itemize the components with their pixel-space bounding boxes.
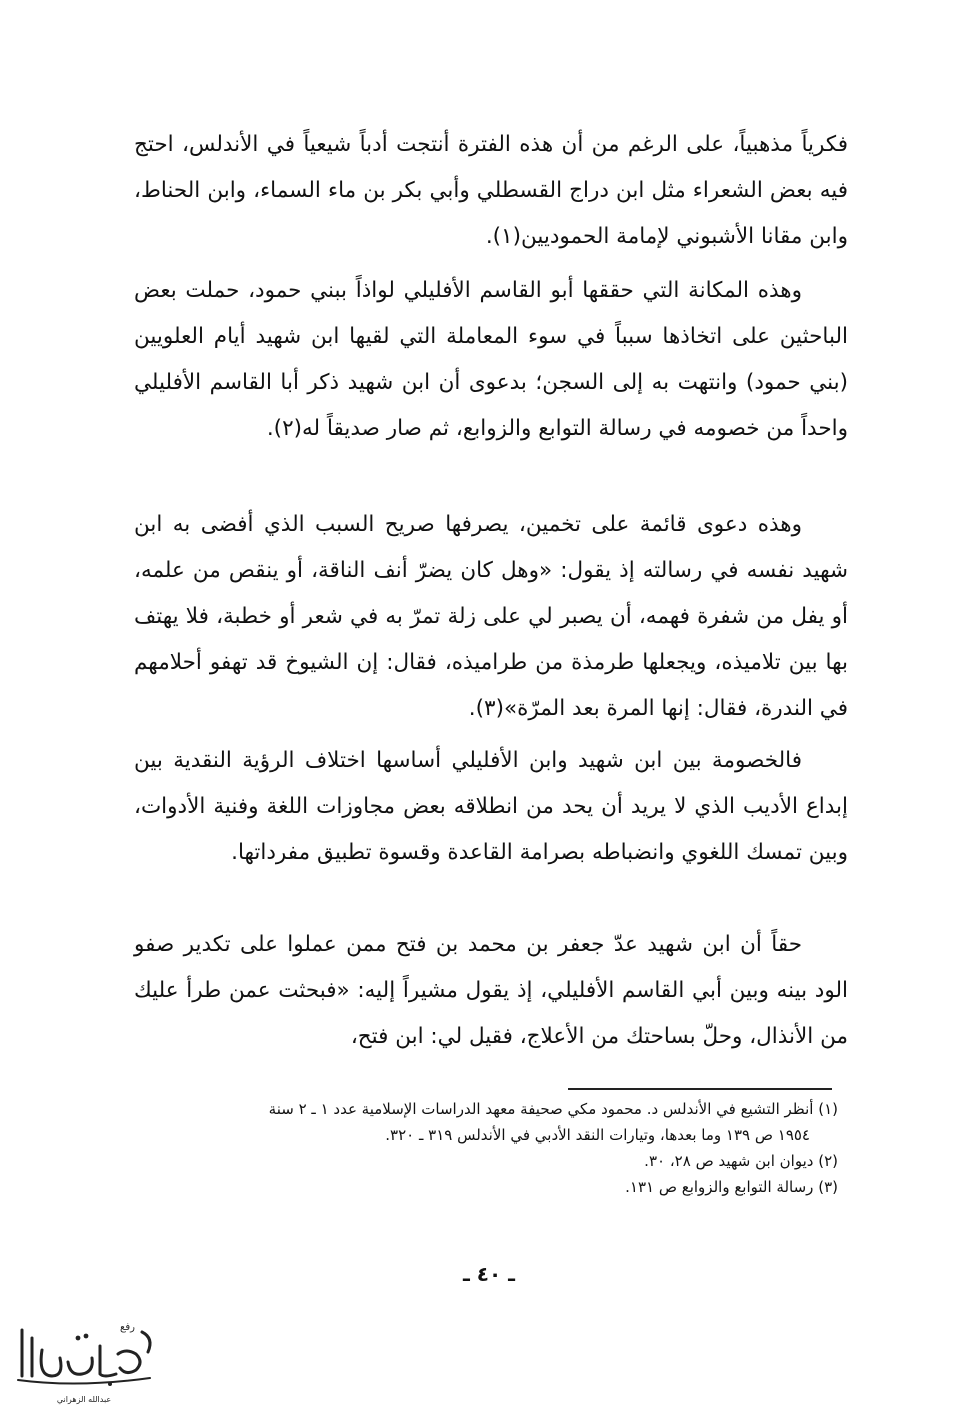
calligraphy-logo-icon [8, 1318, 160, 1408]
body-paragraph-5 [134, 922, 848, 1060]
paragraph-text: وهذه دعوى قائمة على تخمين، يصرفها صريح السبب الذي أفضى به ابن شهيد نفسه في رسالته إذ يقول: «وهل كان يضرّ أنف الناقة، أو ينقص من علمه، أو يفل من شفرة فهمه، أن يصبر لي على زلة تمرّ به في شعر أو خطبة، فلا يهتف بها بين تلاميذه، ويجعلها طرمذة من طراميذه، فقال: إن الشيوخ قد تهفو أحلامهم في الندرة، فقال: إنها المرة بعد المرّة»(٣). [134, 512, 848, 721]
footnote-text-continued: ١٩٥٤ ص ١٣٩ وما بعدها، وتيارات النقد الأدبي في الأندلس ٣١٩ ـ ٣٢٠. [385, 1126, 810, 1144]
footnote-marker: (١) [818, 1100, 838, 1118]
footnote-text: ديوان ابن شهيد ص ٢٨، ٣٠. [644, 1152, 814, 1170]
footnote-2 [134, 1148, 838, 1174]
body-paragraph-2 [134, 268, 848, 452]
footnote-marker: (٢) [818, 1152, 838, 1170]
footnote-text: أنظر التشيع في الأندلس د. محمود مكي صحيفة معهد الدراسات الإسلامية عدد ١ ـ ٢ سنة [268, 1100, 814, 1118]
body-paragraph-1 [134, 122, 848, 260]
footnote-3 [134, 1174, 838, 1200]
footnote-1 [134, 1096, 838, 1148]
paragraph-text: وهذه المكانة التي حققها أبو القاسم الأفليلي لواذاً ببني حمود، حملت بعض الباحثين على اتخاذها سبباً في سوء المعاملة التي لقيها ابن شهيد أيام العلويين (بني حمود) وانتهت به إلى السجن؛ بدعوى أن ابن شهيد ذكر أبا القاسم الأفليلي واحداً من خصومه في رسالة التوابع والزوابع، ثم صار صديقاً له(٢). [134, 278, 848, 441]
page-number: ـ ٤٠ ـ [462, 1262, 516, 1286]
footnotes [134, 1096, 838, 1200]
footnote-text: رسالة التوابع والزوابع ص ١٣١. [625, 1178, 814, 1196]
logo-sub-text: عبدالله الزهراني [56, 1395, 112, 1404]
footnote-separator [568, 1088, 832, 1090]
paragraph-text: حقاً أن ابن شهيد عدّ جعفر بن محمد بن فتح ممن عملوا على تكدير صفو الود بينه وبين أبي القاسم الأفليلي، إذ يقول مشيراً إليه: «فبحثت عمن طرأ عليك من الأنذال، وحلّ بساحتك من الأعلاج، فقيل لي: ابن فتح، [134, 932, 848, 1049]
paragraph-text: فكرياً مذهبياً، على الرغم من أن هذه الفترة أنتجت أدباً شيعياً في الأندلس، احتج فيه بعض الشعراء مثل ابن دراج القسطلي وأبي بكر بن ماء السماء، وابن الحناط، وابن مقانا الأشبوني لإمامة الحموديين(١). [134, 132, 848, 249]
logo-small-text: رفع [120, 1322, 135, 1333]
body-paragraph-4 [134, 738, 848, 876]
body-paragraph-3 [134, 502, 848, 732]
paragraph-text: فالخصومة بين ابن شهيد وابن الأفليلي أساسها اختلاف الرؤية النقدية بين إبداع الأديب الذي لا يريد أن يحد من انطلاقه بعض مجاوزات اللغة وفنية الأدوات، وبين تمسك اللغوي وانضباطه بصرامة القاعدة وقسوة تطبيق مفرداتها. [134, 748, 848, 865]
footnote-marker: (٣) [818, 1178, 838, 1196]
